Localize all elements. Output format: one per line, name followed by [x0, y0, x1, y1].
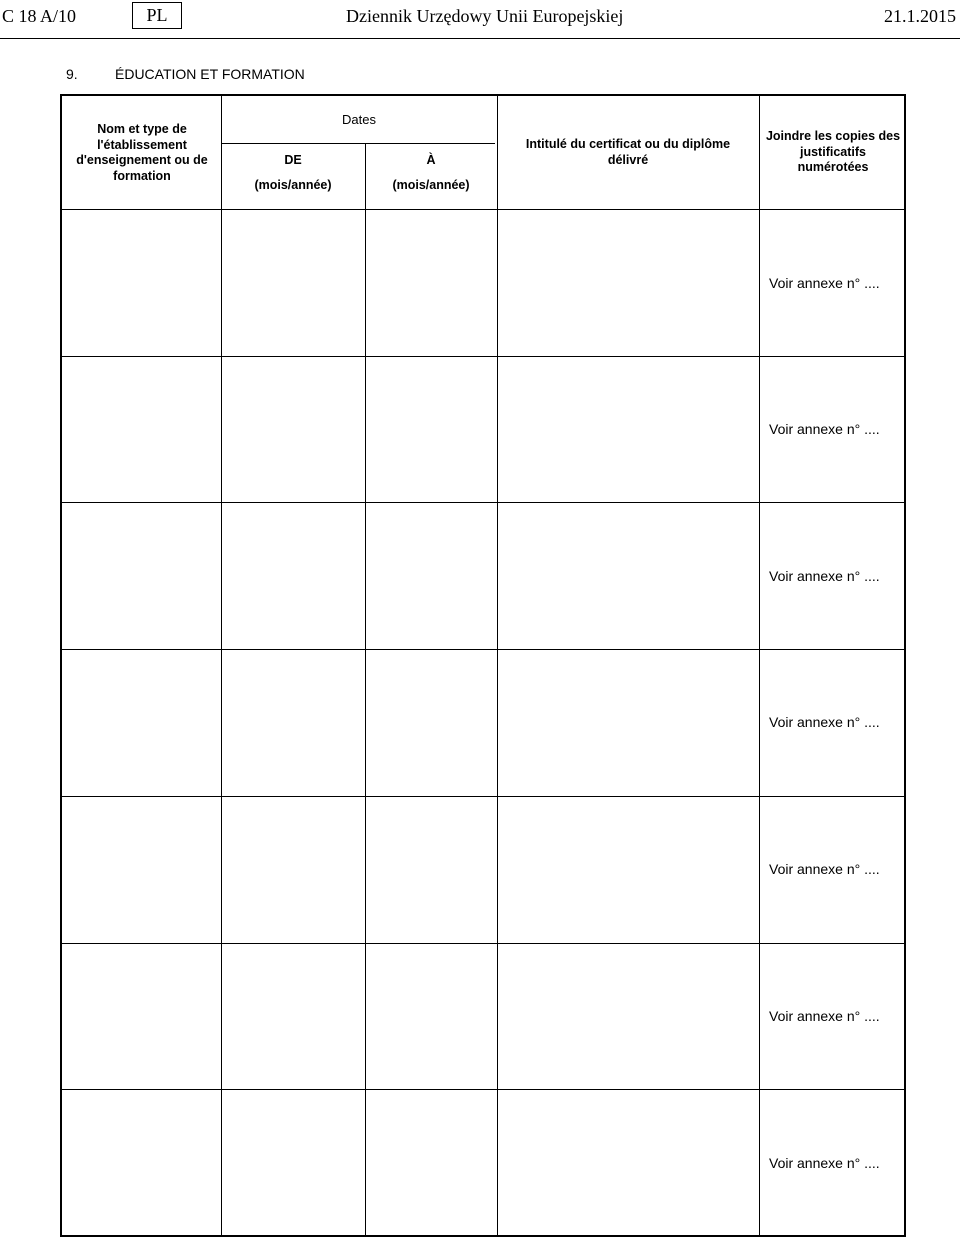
row-divider-2	[62, 502, 904, 503]
annex-reference: Voir annexe n° ....	[769, 1155, 880, 1171]
annex-reference: Voir annexe n° ....	[769, 714, 880, 730]
page-header	[0, 0, 960, 40]
row-divider-5	[62, 943, 904, 944]
divider-col-3	[497, 96, 498, 1235]
row-divider-6	[62, 1089, 904, 1090]
annex-reference: Voir annexe n° ....	[769, 421, 880, 437]
row-divider-1	[62, 356, 904, 357]
row-divider-3	[62, 649, 904, 650]
education-table	[60, 94, 906, 1237]
header-bottom-line	[62, 209, 904, 210]
journal-title: Dziennik Urzędowy Unii Europejskiej	[346, 6, 624, 26]
header-from: DE	[284, 153, 302, 167]
annex-reference: Voir annexe n° ....	[769, 275, 880, 291]
language-code-box: PL	[132, 2, 182, 29]
divider-col-2	[365, 143, 366, 1235]
section-number: 9.	[66, 66, 78, 82]
header-to: À	[426, 153, 436, 167]
divider-col-4	[759, 96, 760, 1235]
header-from-unit: (mois/année)	[254, 178, 332, 192]
divider-col-1	[221, 96, 222, 1235]
header-dates: Dates	[342, 112, 376, 127]
header-attachments: Joindre les copies des justificatifs numérotées	[765, 129, 901, 174]
section-title: ÉDUCATION ET FORMATION	[115, 66, 305, 82]
publication-date: 21.1.2015	[884, 6, 956, 26]
annex-reference: Voir annexe n° ....	[769, 1008, 880, 1024]
header-rule	[0, 38, 960, 39]
header-certificate: Intitulé du certificat ou du diplôme délivré	[525, 137, 731, 167]
header-to-unit: (mois/année)	[392, 178, 470, 192]
annex-reference: Voir annexe n° ....	[769, 568, 880, 584]
header-institution: Nom et type de l'établissement d'enseignement ou de formation	[76, 122, 208, 183]
annex-reference: Voir annexe n° ....	[769, 861, 880, 877]
dates-subheader-line	[221, 143, 495, 144]
journal-reference: C 18 A/10	[2, 6, 77, 26]
row-divider-4	[62, 796, 904, 797]
